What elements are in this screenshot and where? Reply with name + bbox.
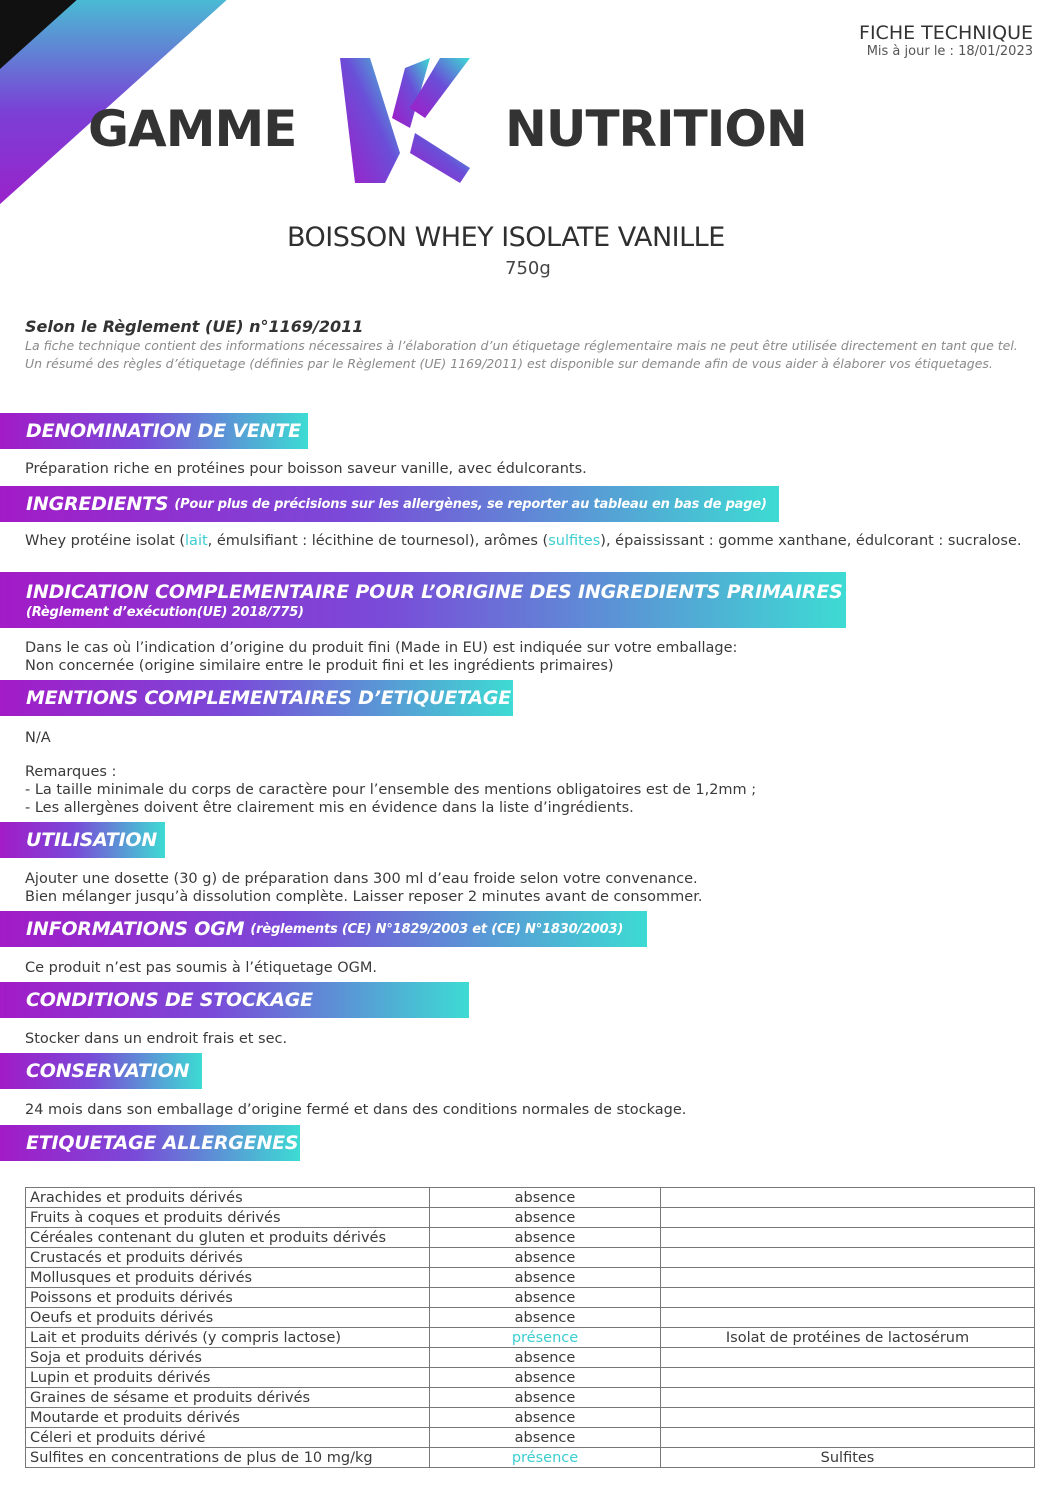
- table-row: [26, 1228, 1035, 1248]
- section-title: ETIQUETAGE ALLERGENES: [26, 1132, 299, 1154]
- table-row: [26, 1448, 1035, 1468]
- section-conservation-header: [0, 1053, 202, 1089]
- allergen-status: absence: [430, 1408, 661, 1428]
- section-denomination-header: [0, 413, 308, 449]
- allergen-name: Céleri et produits dérivé: [26, 1428, 430, 1448]
- utilisation-line-2: Bien mélanger jusqu’à dissolution complète. Laisser reposer 2 minutes avant de consommer.: [25, 889, 703, 905]
- allergen-status: absence: [430, 1308, 661, 1328]
- allergen-status: absence: [430, 1188, 661, 1208]
- remark-item: - La taille minimale du corps de caractère pour l’ensemble des mentions obligatoires est de 1,2mm ;: [25, 782, 757, 798]
- section-allergenes-header: [0, 1125, 300, 1161]
- allergen-detail: [661, 1188, 1035, 1208]
- allergen-name: Oeufs et produits dérivés: [26, 1308, 430, 1328]
- table-row: [26, 1408, 1035, 1428]
- allergen-name: Moutarde et produits dérivés: [26, 1408, 430, 1428]
- conservation-text: 24 mois dans son emballage d’origine fermé et dans des conditions normales de stockage.: [25, 1102, 687, 1118]
- allergen-status: présence: [430, 1328, 661, 1348]
- table-row: [26, 1388, 1035, 1408]
- table-row: [26, 1368, 1035, 1388]
- brand-left-word: GAMME: [88, 100, 297, 158]
- remarks-title: Remarques :: [25, 764, 117, 780]
- allergen-highlight: sulfites: [548, 533, 601, 549]
- allergen-name: Graines de sésame et produits dérivés: [26, 1388, 430, 1408]
- allergen-detail: [661, 1408, 1035, 1428]
- allergen-status: présence: [430, 1448, 661, 1468]
- section-title: UTILISATION: [26, 829, 158, 851]
- allergen-status: absence: [430, 1388, 661, 1408]
- allergen-status: absence: [430, 1368, 661, 1388]
- allergen-detail: [661, 1288, 1035, 1308]
- ingredients-list: [25, 532, 1033, 550]
- section-title: CONSERVATION: [26, 1060, 190, 1082]
- allergen-status: absence: [430, 1348, 661, 1368]
- allergen-detail: Isolat de protéines de lactosérum: [661, 1328, 1035, 1348]
- ingredients-part: ), épaississant : gomme xanthane, édulcorant : sucralose.: [600, 533, 1022, 549]
- section-utilisation-header: [0, 822, 165, 858]
- brand-right-word: NUTRITION: [505, 100, 807, 158]
- section-title: MENTIONS COMPLEMENTAIRES D’ETIQUETAGE: [26, 687, 512, 709]
- document-type: FICHE TECHNIQUE: [859, 22, 1033, 44]
- allergen-status: absence: [430, 1248, 661, 1268]
- table-row: [26, 1328, 1035, 1348]
- section-note: (règlements (CE) N°1829/2003 et (CE) N°1830/2003): [250, 921, 624, 937]
- ingredients-part: , émulsifiant : lécithine de tournesol), arômes (: [207, 533, 549, 549]
- allergen-name: Sulfites en concentrations de plus de 10 mg/kg: [26, 1448, 430, 1468]
- section-title: INDICATION COMPLEMENTAIRE POUR L’ORIGINE DES INGREDIENTS PRIMAIRES: [26, 580, 843, 603]
- product-name: BOISSON WHEY ISOLATE VANILLE: [287, 222, 725, 253]
- allergen-detail: [661, 1308, 1035, 1328]
- table-row: [26, 1308, 1035, 1328]
- allergen-detail: [661, 1388, 1035, 1408]
- allergen-detail: [661, 1268, 1035, 1288]
- section-ingredients-header: [0, 486, 779, 522]
- section-note: (Pour plus de précisions sur les allergènes, se reporter au tableau en bas de page): [174, 496, 767, 512]
- remark-item: - Les allergènes doivent être clairement mis en évidence dans la liste d’ingrédients.: [25, 800, 634, 816]
- allergen-name: Soja et produits dérivés: [26, 1348, 430, 1368]
- allergen-name: Poissons et produits dérivés: [26, 1288, 430, 1308]
- allergen-name: Mollusques et produits dérivés: [26, 1268, 430, 1288]
- allergen-name: Céréales contenant du gluten et produits dérivés: [26, 1228, 430, 1248]
- origin-line-2: Non concernée (origine similaire entre le produit fini et les ingrédients primaires): [25, 658, 614, 674]
- mentions-value: N/A: [25, 730, 51, 746]
- section-title: DENOMINATION DE VENTE: [26, 420, 301, 442]
- ingredients-part: Whey protéine isolat (: [25, 533, 186, 549]
- section-title: INGREDIENTS: [26, 493, 169, 515]
- table-row: [26, 1288, 1035, 1308]
- stockage-text: Stocker dans un endroit frais et sec.: [25, 1031, 288, 1047]
- table-row: [26, 1348, 1035, 1368]
- allergen-detail: [661, 1228, 1035, 1248]
- table-row: [26, 1248, 1035, 1268]
- utilisation-line-1: Ajouter une dosette (30 g) de préparation dans 300 ml d’eau froide selon votre convenance.: [25, 871, 698, 887]
- update-date: Mis à jour le : 18/01/2023: [866, 44, 1033, 59]
- allergen-detail: [661, 1248, 1035, 1268]
- allergen-detail: [661, 1348, 1035, 1368]
- allergen-name: Lait et produits dérivés (y compris lactose): [26, 1328, 430, 1348]
- vk-logo-icon: [330, 58, 480, 188]
- allergen-detail: [661, 1208, 1035, 1228]
- section-title: CONDITIONS DE STOCKAGE: [26, 989, 313, 1011]
- allergen-table: [25, 1187, 1035, 1468]
- allergen-highlight: lait: [185, 533, 208, 549]
- allergen-status: absence: [430, 1288, 661, 1308]
- regulation-text: La fiche technique contient des informations nécessaires à l’élaboration d’un étiquetage réglementaire mais ne peut être utilisée directement en tant que tel. Un résumé des règles d’étiquetage (définies par le Règlement (UE) 1169/2011) est disponible sur demande afin de vous aider à élaborer vos étiquetages.: [25, 338, 1018, 371]
- allergen-name: Fruits à coques et produits dérivés: [26, 1208, 430, 1228]
- origin-line-1: Dans le cas où l’indication d’origine du produit fini (Made in EU) est indiquée sur votre emballage:: [25, 640, 738, 656]
- regulation-title: Selon le Règlement (UE) n°1169/2011: [25, 317, 364, 336]
- allergen-name: Arachides et produits dérivés: [26, 1188, 430, 1208]
- allergen-status: absence: [430, 1268, 661, 1288]
- allergen-status: absence: [430, 1228, 661, 1248]
- allergen-detail: [661, 1428, 1035, 1448]
- table-row: [26, 1268, 1035, 1288]
- section-subtitle: (Règlement d’exécution(UE) 2018/775): [26, 604, 304, 620]
- section-ogm-header: [0, 911, 647, 947]
- table-row: [26, 1188, 1035, 1208]
- section-mentions-header: [0, 680, 513, 716]
- allergen-name: Lupin et produits dérivés: [26, 1368, 430, 1388]
- section-title: INFORMATIONS OGM: [26, 918, 245, 940]
- allergen-status: absence: [430, 1428, 661, 1448]
- ogm-text: Ce produit n’est pas soumis à l’étiquetage OGM.: [25, 960, 378, 976]
- section-origin-header: [0, 572, 846, 628]
- allergen-detail: [661, 1368, 1035, 1388]
- product-weight: 750g: [505, 258, 551, 279]
- table-row: [26, 1428, 1035, 1448]
- table-row: [26, 1208, 1035, 1228]
- allergen-name: Crustacés et produits dérivés: [26, 1248, 430, 1268]
- denomination-text: Préparation riche en protéines pour boisson saveur vanille, avec édulcorants.: [25, 461, 587, 477]
- allergen-status: absence: [430, 1208, 661, 1228]
- section-stockage-header: [0, 982, 469, 1018]
- allergen-detail: Sulfites: [661, 1448, 1035, 1468]
